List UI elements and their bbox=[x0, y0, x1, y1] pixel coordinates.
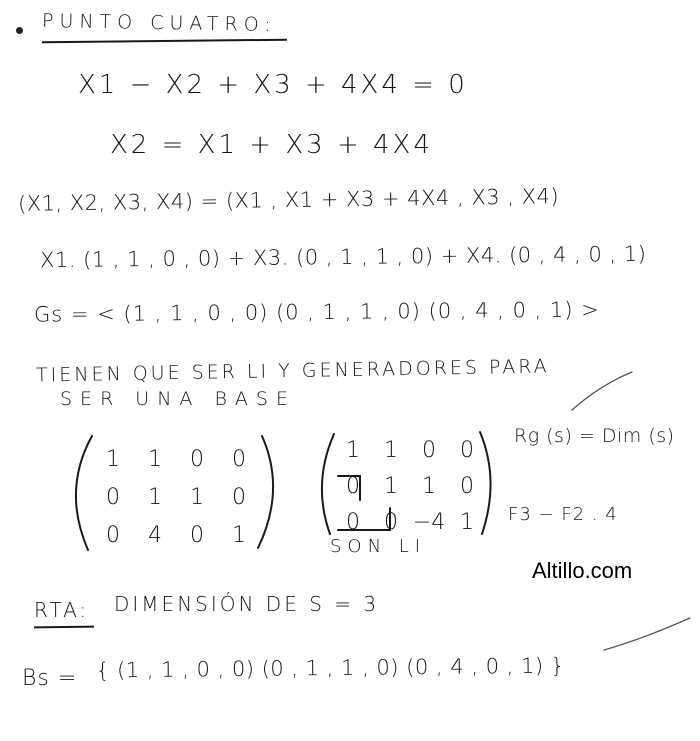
coefficient-matrix bbox=[92, 440, 260, 554]
matrix-row bbox=[334, 504, 486, 540]
linear-combination: X1. (1 , 1 , 0 , 0) + X3. (0 , 1 , 1 , 0) + X4. (0 , 4 , 0 , 1) bbox=[39, 241, 647, 273]
rank-note: Rg (s) = Dim (s) bbox=[514, 425, 675, 447]
matrix-cell: 1 bbox=[232, 522, 246, 548]
matrix-row bbox=[92, 440, 260, 478]
matrix-cell: −4 bbox=[412, 509, 446, 535]
answer-dimension: DIMENSIÓN DE S = 3 bbox=[114, 592, 380, 616]
matrix-cell: 0 bbox=[460, 437, 474, 463]
matrix-cell: 0 bbox=[106, 484, 120, 510]
note-line-2: SER UNA BASE bbox=[60, 388, 296, 410]
basis-lhs: Bs = bbox=[22, 666, 78, 691]
vector-substitution: (X1, X2, X3, X4) = (X1 , X1 + X3 + 4X4 , X3 , X4) bbox=[17, 184, 560, 216]
matrix-cell: 1 bbox=[384, 437, 398, 463]
matrix-cell: 1 bbox=[106, 446, 120, 472]
matrix-row bbox=[92, 478, 260, 516]
matrix-cell: 0 bbox=[346, 473, 360, 499]
matrix-cell: 0 bbox=[190, 446, 204, 472]
matrix-row bbox=[92, 516, 260, 554]
matrix-caption: SON LI bbox=[330, 536, 427, 557]
matrix-cell: 0 bbox=[232, 446, 246, 472]
equation-1: X1 − X2 + X3 + 4X4 = 0 bbox=[78, 70, 468, 100]
matrix-cell: 1 bbox=[148, 446, 162, 472]
note-line-1: TIENEN QUE SER LI Y GENERADORES PARA bbox=[35, 355, 550, 387]
matrix-row bbox=[334, 468, 486, 504]
matrix-cell: 0 bbox=[422, 437, 436, 463]
matrix-cell: 0 bbox=[460, 473, 474, 499]
matrix-cell: 0 bbox=[190, 522, 204, 548]
matrix-cell: 1 bbox=[384, 473, 398, 499]
matrix-cell: 4 bbox=[148, 522, 162, 548]
matrix-cell: 0 bbox=[384, 509, 398, 535]
row-operation-note: F3 − F2 . 4 bbox=[508, 504, 618, 525]
matrix-cell: 1 bbox=[148, 484, 162, 510]
reduced-matrix bbox=[334, 432, 486, 540]
matrix-cell: 1 bbox=[460, 509, 474, 535]
equation-2: X2 = X1 + X3 + 4X4 bbox=[110, 130, 433, 160]
matrix-cell: 0 bbox=[106, 522, 120, 548]
matrix-cell: 0 bbox=[232, 484, 246, 510]
matrix-cell: 0 bbox=[346, 509, 360, 535]
answer-label: RTA: bbox=[34, 598, 90, 622]
watermark: Altillo.com bbox=[532, 558, 633, 583]
generator-set: Gs = < (1 , 1 , 0 , 0) (0 , 1 , 1 , 0) (0 , 4 , 0 , 1) > bbox=[33, 297, 600, 327]
matrix-cell: 1 bbox=[346, 437, 360, 463]
matrix-row bbox=[334, 432, 486, 468]
matrix-cell: 1 bbox=[422, 473, 436, 499]
page-heading: PUNTO CUATRO: bbox=[41, 9, 277, 37]
basis-set: { (1 , 1 , 0 , 0) (0 , 1 , 1 , 0) (0 , 4 , 0 , 1) } bbox=[95, 653, 565, 683]
matrix-cell: 1 bbox=[190, 484, 204, 510]
